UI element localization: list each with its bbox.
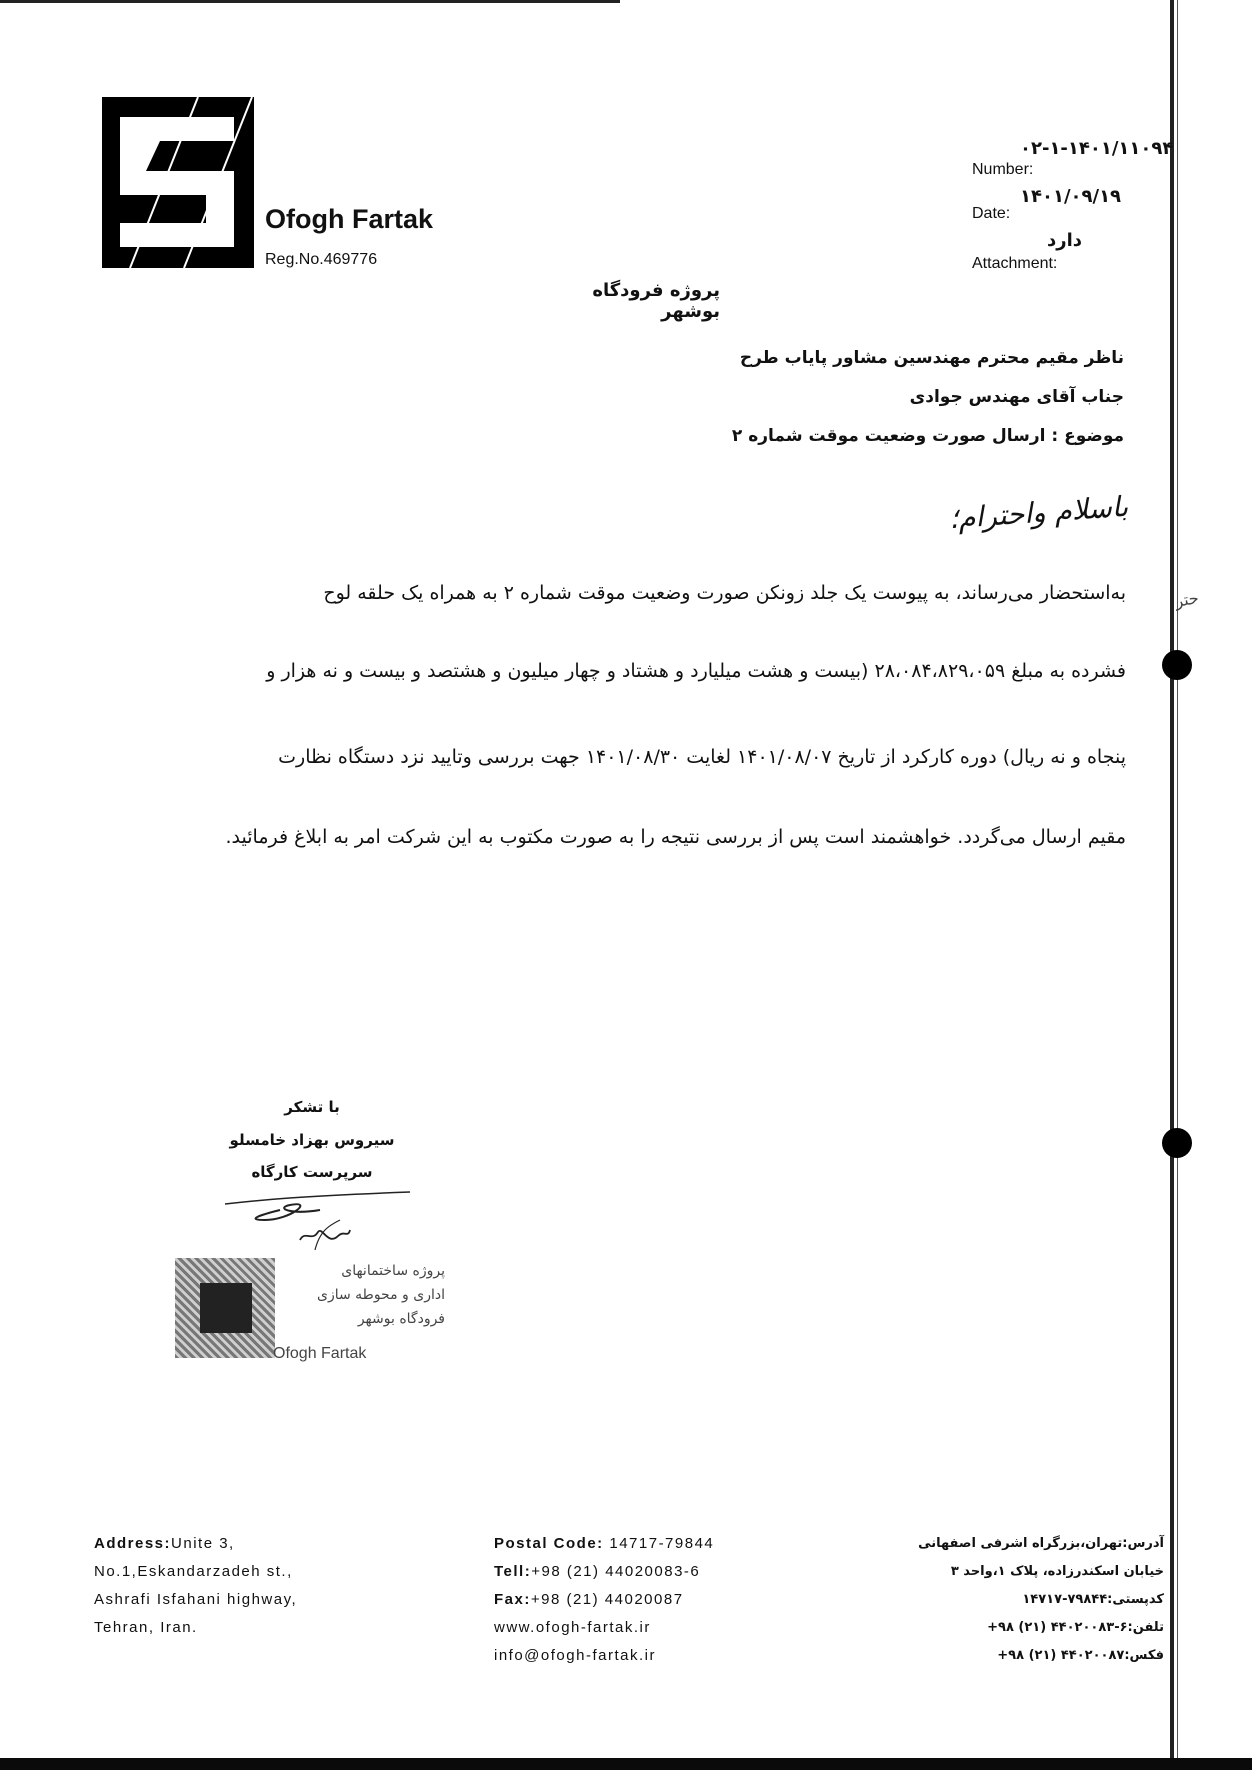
fax-label: Fax:: [494, 1591, 531, 1608]
body-line-3: پنجاه و نه ریال) دوره کارکرد از تاریخ ۱۴۰۱/۰۸/۰۷ لغایت ۱۴۰۱/۰۸/۳۰ جهت بررسی وتایید نزد دستگاه نظارت: [278, 746, 1126, 768]
scan-edge-top: [0, 0, 620, 3]
date-value: ۱۴۰۱/۰۹/۱۹: [1020, 186, 1122, 207]
footer-address-value: Unite 3,: [171, 1535, 235, 1552]
project-title: پروژه فرودگاه بوشهر: [592, 280, 720, 322]
closing-text: با تشکر: [284, 1098, 340, 1116]
footer-address-label: Address:: [94, 1535, 172, 1552]
footer-address-fa-line-2: خیابان اسکندرزاده، پلاک ۱،واحد ۳: [950, 1564, 1164, 1579]
body-line-4: مقیم ارسال می‌گردد. خواهشمند است پس از بررسی نتیجه را به صورت مکتوب به این شرکت امر به ابلاغ فرمائید.: [225, 826, 1126, 848]
signer-name: سیروس بهزاد خامسلو: [229, 1131, 395, 1149]
footer-address-fa-line-1: آدرس:تهران،بزرگراه اشرفی اصفهانی: [918, 1536, 1164, 1551]
registration-number: Reg.No.469776: [265, 251, 378, 268]
scan-edge-bottom: [0, 1758, 1252, 1770]
footer-fax: [494, 1591, 684, 1608]
stamp-line-1: پروژه ساختمانهای: [341, 1263, 445, 1279]
footer-address-fa-line-3: کدپستی:۷۹۸۴۴-۱۴۷۱۷: [1022, 1592, 1164, 1607]
footer-tel: [494, 1563, 700, 1580]
signer-title: سرپرست کارگاه: [251, 1163, 373, 1181]
scan-edge-right-inner: [1177, 0, 1178, 1770]
footer-email-link[interactable]: info@ofogh-fartak.ir: [494, 1647, 656, 1664]
fax-value: +98 (21) 44020087: [530, 1591, 684, 1608]
footer-postal-code: [494, 1535, 714, 1552]
footer-address-line-4: Tehran, Iran.: [94, 1619, 198, 1636]
stamp-brand: Ofogh Fartak: [273, 1345, 367, 1362]
greeting: باسلام واحترام؛: [947, 489, 1129, 536]
footer-address-line-1: [94, 1535, 235, 1552]
footer-address-fa-line-5: فکس:۴۴۰۲۰۰۸۷ (۲۱) ۹۸+: [997, 1648, 1164, 1663]
company-logo-icon: [102, 97, 254, 268]
scan-edge-right: [1170, 0, 1174, 1770]
postal-label: Postal Code:: [494, 1535, 604, 1552]
recipient-line-2: جناب آقای مهندس جوادی: [909, 387, 1124, 407]
footer-address-fa-line-4: تلفن:۶-۴۴۰۲۰۰۸۳ (۲۱) ۹۸+: [987, 1620, 1164, 1635]
body-line-2: فشرده به مبلغ ۲۸،۰۸۴،۸۲۹،۰۵۹ (بیست و هشت میلیارد و هشتاد و چهار میلیون و هشتصد و بیست و نه هزار و: [266, 660, 1126, 682]
body-line-1: به‌استحضار می‌رساند، به پیوست یک جلد زونکن صورت وضعیت موقت شماره ۲ به همراه یک حلقه لوح: [323, 582, 1126, 604]
stamp-line-3: فرودگاه بوشهر: [357, 1311, 445, 1327]
margin-note: حتر: [1173, 588, 1201, 611]
stamp-line-2: اداری و محوطه سازی: [317, 1287, 445, 1303]
tel-label: Tell:: [494, 1563, 532, 1580]
subject-line: موضوع : ارسال صورت وضعیت موقت شماره ۲: [731, 426, 1124, 446]
date-label: Date:: [972, 205, 1011, 222]
number-label: Number:: [972, 161, 1034, 178]
tel-value: +98 (21) 44020083-6: [531, 1563, 701, 1580]
number-value: ۰۲-۱-۱۴۰۱/۱۱۰۹۴: [1020, 138, 1174, 159]
stamp-logo-center-icon: [200, 1283, 252, 1333]
handwritten-signature-icon: [220, 1180, 420, 1260]
recipient-line-1: ناظر مقیم محترم مهندسین مشاور پایاب طرح: [739, 348, 1124, 368]
company-name: Ofogh Fartak: [265, 204, 434, 234]
punch-hole-top: [1162, 650, 1192, 680]
punch-hole-bottom: [1162, 1128, 1192, 1158]
attachment-label: Attachment:: [972, 255, 1058, 272]
attachment-value: دارد: [1047, 230, 1083, 251]
footer-address-line-2: No.1,Eskandarzadeh st.,: [94, 1563, 293, 1580]
footer-address-line-3: Ashrafi Isfahani highway,: [94, 1591, 298, 1608]
footer-website-link[interactable]: www.ofogh-fartak.ir: [494, 1619, 651, 1636]
postal-value: 14717-79844: [603, 1535, 715, 1552]
